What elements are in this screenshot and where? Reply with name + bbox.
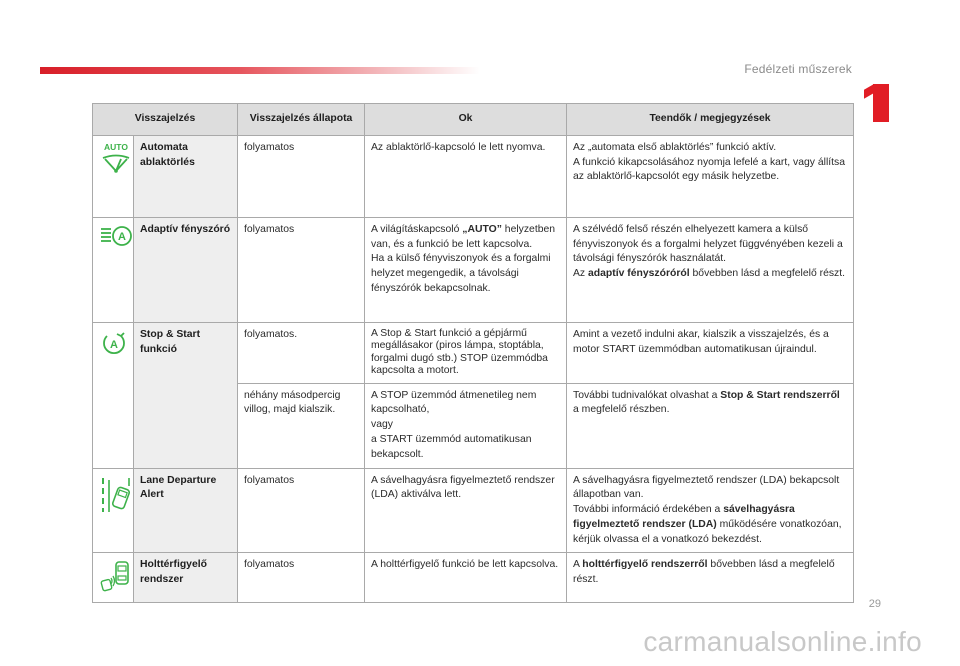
action-text-part: A	[573, 559, 583, 571]
icon-cell	[93, 468, 134, 553]
icon-cell	[93, 322, 134, 468]
cause-text: A STOP üzemmód átmenetileg nem kapcsolható,	[371, 389, 537, 416]
action-text-part: További tudnivalókat olvashat a	[573, 389, 721, 401]
chapter-number-marker	[873, 84, 889, 122]
table-row	[93, 135, 854, 217]
action-text-part: bővebben lásd a megfelelő részt.	[573, 559, 835, 586]
svg-text:A: A	[118, 230, 126, 243]
table-header-row	[93, 104, 854, 136]
indicator-action	[567, 383, 854, 468]
action-text-bold: sávelhagyásra figyelmeztető rendszer (LDA)	[573, 504, 795, 530]
action-text-part: bővebben lásd a megfelelő részt.	[689, 268, 846, 280]
indicator-cause	[365, 217, 567, 322]
table-row	[93, 553, 854, 603]
indicator-state: folyamatos	[238, 553, 365, 603]
action-text: A sávelhagyásra figyelmeztető rendszer (LDA) bekapcsolt állapotban van.	[573, 474, 840, 501]
cause-text-part: helyzetben van, és a funkció be lett kapcsolva.	[371, 223, 556, 250]
action-text-bold: adaptív fényszóróról	[588, 268, 690, 280]
indicator-cause: Az ablaktörlő-kapcsoló le lett nyomva.	[365, 135, 567, 217]
action-text	[573, 503, 847, 547]
indicator-state: folyamatos	[238, 135, 365, 217]
svg-text:AUTO: AUTO	[104, 141, 128, 152]
action-text-bold: holttérfigyelő rendszerről	[582, 559, 708, 571]
indicator-cause: A holttérfigyelő funkció be lett kapcsolva.	[365, 553, 567, 603]
indicator-name: Automata ablaktörlés	[134, 135, 238, 217]
watermark: carmanualsonline.info	[643, 626, 922, 657]
cause-text: a START üzemmód automatikusan bekapcsolt.	[371, 434, 532, 460]
cause-text	[371, 223, 560, 253]
indicator-action	[567, 217, 854, 322]
stop-start-icon	[99, 328, 129, 358]
cause-text: Ha a külső fényviszonyok és a forgalmi helyzet megengedik, a távolsági fényszórók bekapcsolnak.	[371, 253, 551, 294]
action-text	[573, 267, 847, 282]
icon-cell	[93, 553, 134, 603]
indicator-action	[567, 553, 854, 603]
header-accent-bar	[40, 67, 480, 74]
indicator-action	[567, 135, 854, 217]
indicator-cause	[365, 383, 567, 468]
icon-cell	[93, 217, 134, 322]
action-text-part: További információ érdekében a	[573, 504, 724, 516]
adaptive-headlamp-icon	[99, 223, 133, 249]
indicator-state: folyamatos.	[238, 322, 365, 383]
column-header-indicator: Visszajelzés	[93, 104, 238, 136]
indicator-table	[92, 103, 854, 603]
action-text: A szélvédő felső részén elhelyezett kamera a külső fényviszonyok és a forgalmi helyzet függvényében kezeli a távolsági fényszórók használatát.	[573, 223, 843, 265]
indicator-name: Adaptív fényszóró	[134, 217, 238, 322]
blind-spot-icon	[99, 558, 133, 594]
table-row	[93, 322, 854, 383]
column-header-actions: Teendők / megjegyzések	[567, 104, 854, 136]
indicator-cause: A sávelhagyásra figyelmeztető rendszer (LDA) aktiválva lett.	[365, 468, 567, 553]
lane-departure-icon	[99, 474, 133, 514]
indicator-state: folyamatos	[238, 217, 365, 322]
action-text-part: a megfelelő részben.	[573, 404, 670, 416]
section-title: Fedélzeti műszerek	[744, 62, 852, 76]
action-text-part: működésére vonatkozóan, kérjük olvassa el a vonatkozó bekezdést.	[573, 518, 842, 545]
table-row	[93, 468, 854, 553]
action-text: A funkció kikapcsolásához nyomja lefelé a kart, vagy állítsa az ablaktörlő-kapcsolót egy másik helyzetbe.	[573, 156, 846, 183]
indicator-cause: A Stop & Start funkció a gépjármű megállásakor (piros lámpa, stoptábla, forgalmi dugó stb.) STOP üzemmódba kapcsolta a motort.	[365, 322, 567, 383]
action-text-part: Az	[573, 268, 589, 280]
indicator-name: Stop & Start funkció	[134, 322, 238, 468]
indicator-name: Lane Departure Alert	[134, 468, 238, 553]
cause-text-part: A világításkapcsoló	[371, 223, 463, 235]
cause-text-bold: „AUTO”	[462, 223, 502, 235]
svg-text:A: A	[110, 338, 118, 351]
action-text-bold: Stop & Start rendszerről	[720, 389, 840, 401]
indicator-state: folyamatos	[238, 468, 365, 553]
indicator-action	[567, 468, 854, 553]
cause-text: vagy	[371, 419, 393, 431]
table-row	[93, 217, 854, 322]
column-header-state: Visszajelzés állapota	[238, 104, 365, 136]
indicator-name: Holttérfigyelő rendszer	[134, 553, 238, 603]
column-header-cause: Ok	[365, 104, 567, 136]
action-text: Az „automata első ablaktörlés” funkció aktív.	[573, 141, 777, 153]
indicator-action: Amint a vezető indulni akar, kialszik a visszajelzés, és a motor START üzemmódban automatikusan újraindul.	[567, 322, 854, 383]
icon-cell	[93, 135, 134, 217]
page-number: 29	[868, 598, 881, 610]
auto-wiper-icon	[99, 141, 133, 175]
indicator-state: néhány másodpercig villog, majd kialszik.	[238, 383, 365, 468]
